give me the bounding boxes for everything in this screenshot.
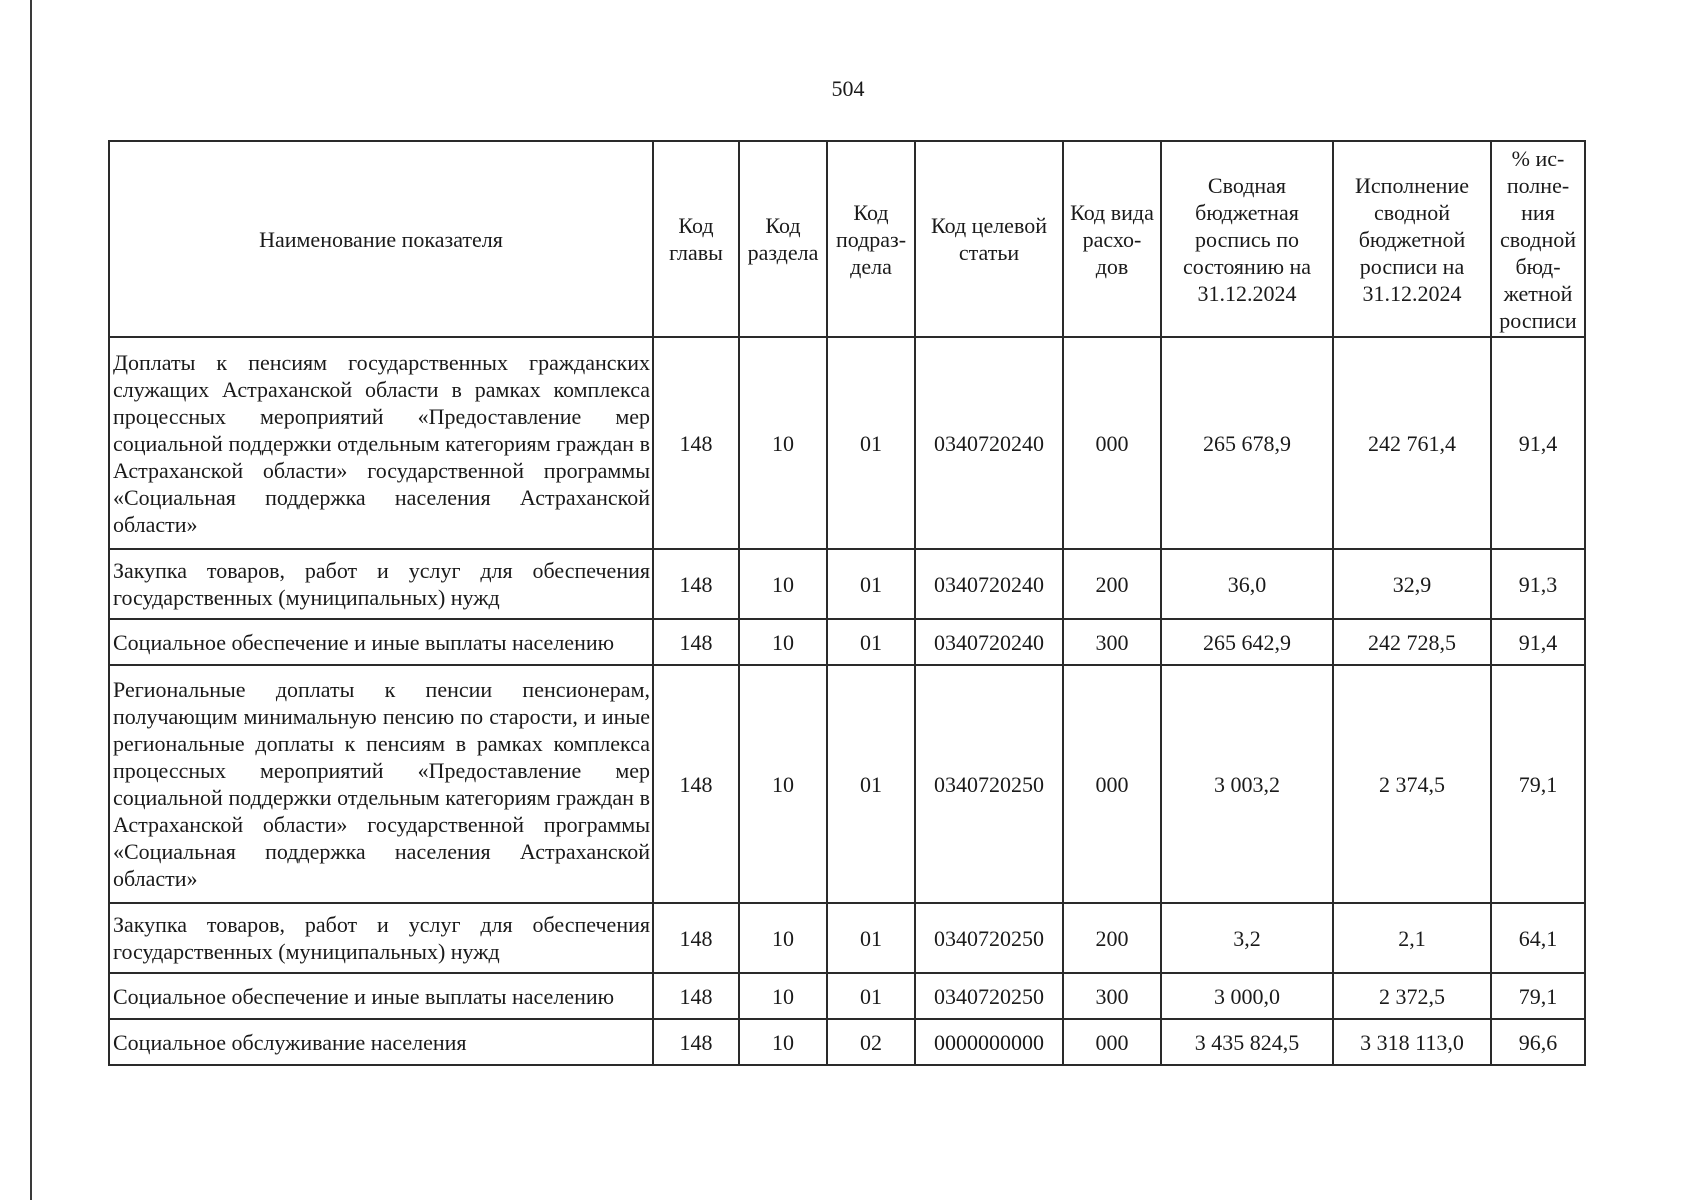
binding-margin-line (30, 0, 32, 1200)
header-chapter-code: Код главы (653, 141, 739, 337)
section-code: 10 (739, 337, 827, 549)
header-consolidated-budget: Сводная бюджетная роспись по состоянию на 31.12.2024 (1161, 141, 1333, 337)
target-article-code: 0340720240 (915, 337, 1063, 549)
subsection-code: 01 (827, 337, 915, 549)
subsection-code: 01 (827, 903, 915, 973)
execution-percent: 91,3 (1491, 549, 1585, 619)
header-indicator-name: Наименование показателя (109, 141, 653, 337)
table-row (109, 665, 1585, 903)
planned-amount: 265 642,9 (1161, 619, 1333, 665)
indicator-name: Закупка товаров, работ и услуг для обеспечения государственных (муниципальных) нужд (109, 549, 653, 619)
target-article-code: 0340720240 (915, 549, 1063, 619)
header-target-article-code: Код целевой статьи (915, 141, 1063, 337)
target-article-code: 0000000000 (915, 1019, 1063, 1065)
chapter-code: 148 (653, 619, 739, 665)
page-number: 504 (831, 76, 865, 101)
subsection-code: 01 (827, 619, 915, 665)
executed-amount: 242 728,5 (1333, 619, 1491, 665)
planned-amount: 3 435 824,5 (1161, 1019, 1333, 1065)
planned-amount: 36,0 (1161, 549, 1333, 619)
section-code: 10 (739, 665, 827, 903)
execution-percent: 96,6 (1491, 1019, 1585, 1065)
execution-percent: 79,1 (1491, 973, 1585, 1019)
chapter-code: 148 (653, 337, 739, 549)
chapter-code: 148 (653, 903, 739, 973)
chapter-code: 148 (653, 549, 739, 619)
section-code: 10 (739, 973, 827, 1019)
section-code: 10 (739, 549, 827, 619)
planned-amount: 3 000,0 (1161, 973, 1333, 1019)
execution-percent: 64,1 (1491, 903, 1585, 973)
section-code: 10 (739, 903, 827, 973)
expense-type-code: 000 (1063, 665, 1161, 903)
header-subsection-code: Код подраз-дела (827, 141, 915, 337)
planned-amount: 265 678,9 (1161, 337, 1333, 549)
subsection-code: 01 (827, 665, 915, 903)
executed-amount: 32,9 (1333, 549, 1491, 619)
header-budget-execution: Исполнение сводной бюджетной росписи на 31.12.2024 (1333, 141, 1491, 337)
executed-amount: 3 318 113,0 (1333, 1019, 1491, 1065)
chapter-code: 148 (653, 665, 739, 903)
expense-type-code: 300 (1063, 619, 1161, 665)
execution-percent: 91,4 (1491, 337, 1585, 549)
indicator-name: Социальное обеспечение и иные выплаты населению (109, 973, 653, 1019)
table-row (109, 1019, 1585, 1065)
target-article-code: 0340720250 (915, 973, 1063, 1019)
header-section-code: Код раздела (739, 141, 827, 337)
subsection-code: 01 (827, 973, 915, 1019)
expense-type-code: 200 (1063, 903, 1161, 973)
expense-type-code: 000 (1063, 337, 1161, 549)
execution-percent: 91,4 (1491, 619, 1585, 665)
executed-amount: 2,1 (1333, 903, 1491, 973)
chapter-code: 148 (653, 1019, 739, 1065)
budget-execution-table (108, 140, 1586, 1066)
execution-percent: 79,1 (1491, 665, 1585, 903)
table-row (109, 549, 1585, 619)
executed-amount: 2 374,5 (1333, 665, 1491, 903)
indicator-name: Социальное обеспечение и иные выплаты населению (109, 619, 653, 665)
table-row (109, 973, 1585, 1019)
section-code: 10 (739, 619, 827, 665)
indicator-name: Доплаты к пенсиям государственных гражданских служащих Астраханской области в рамках комплекса процессных мероприятий «Предоставление мер социальной поддержки отдельным категориям граждан в Астраханской области» государственной программы «Социальная поддержка населения Астраханской области» (109, 337, 653, 549)
subsection-code: 01 (827, 549, 915, 619)
table-header-row (109, 141, 1585, 337)
chapter-code: 148 (653, 973, 739, 1019)
planned-amount: 3,2 (1161, 903, 1333, 973)
executed-amount: 242 761,4 (1333, 337, 1491, 549)
target-article-code: 0340720250 (915, 903, 1063, 973)
table-row (109, 619, 1585, 665)
expense-type-code: 000 (1063, 1019, 1161, 1065)
subsection-code: 02 (827, 1019, 915, 1065)
section-code: 10 (739, 1019, 827, 1065)
indicator-name: Закупка товаров, работ и услуг для обеспечения государственных (муниципальных) нужд (109, 903, 653, 973)
expense-type-code: 300 (1063, 973, 1161, 1019)
indicator-name: Социальное обслуживание населения (109, 1019, 653, 1065)
target-article-code: 0340720250 (915, 665, 1063, 903)
executed-amount: 2 372,5 (1333, 973, 1491, 1019)
header-expense-type-code: Код вида расхо-дов (1063, 141, 1161, 337)
table-row (109, 903, 1585, 973)
table-row (109, 337, 1585, 549)
expense-type-code: 200 (1063, 549, 1161, 619)
indicator-name: Региональные доплаты к пенсии пенсионерам, получающим минимальную пенсию по старости, и иные региональные доплаты к пенсиям в рамках комплекса процессных мероприятий «Предоставление мер социальной поддержки отдельным категориям граждан в Астраханской области» государственной программы «Социальная поддержка населения Астраханской области» (109, 665, 653, 903)
target-article-code: 0340720240 (915, 619, 1063, 665)
header-execution-percent: % ис-полне-ния сводной бюд-жетной росписи (1491, 141, 1585, 337)
planned-amount: 3 003,2 (1161, 665, 1333, 903)
